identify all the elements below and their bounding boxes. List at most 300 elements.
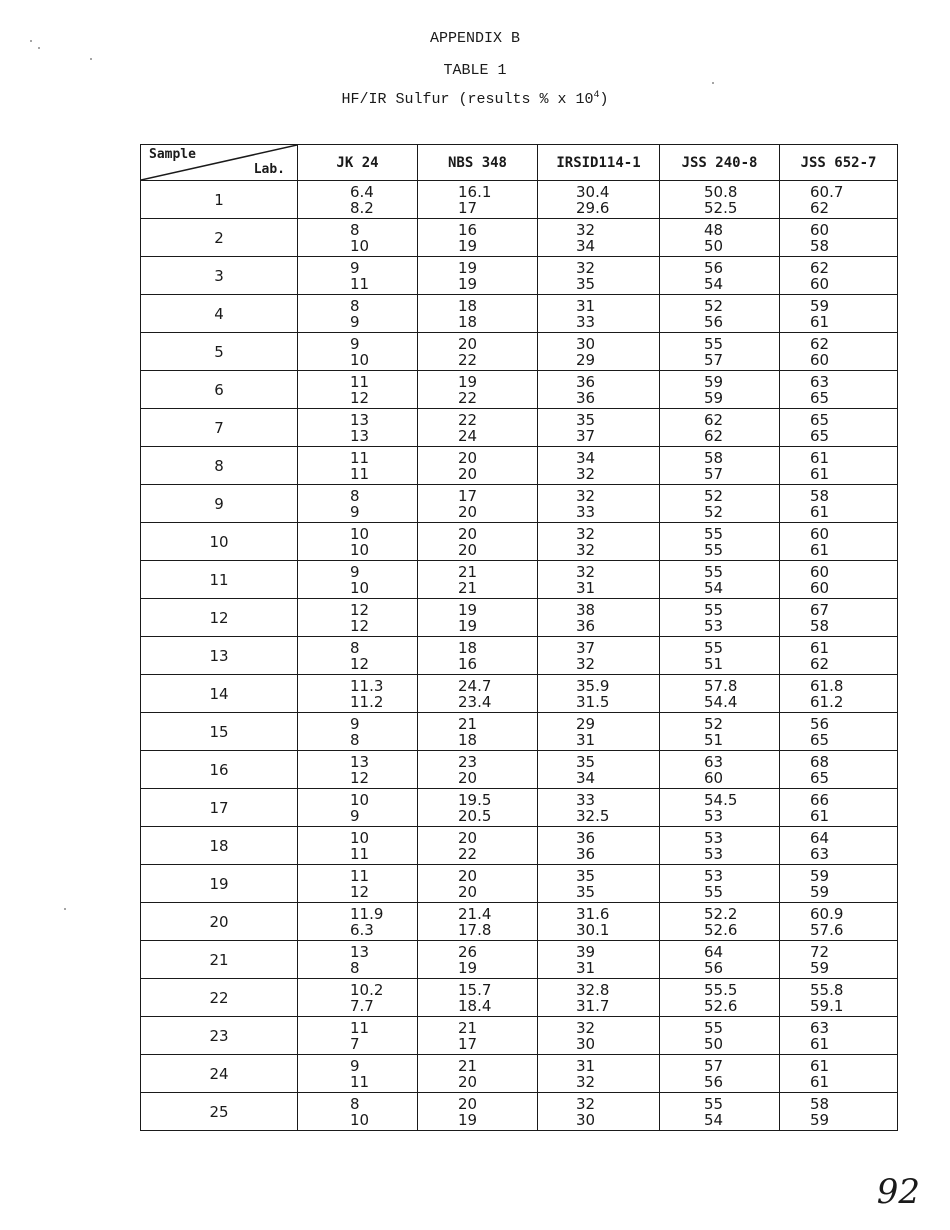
- result-value-first: 35.9: [576, 676, 610, 695]
- sample-number: 20: [141, 903, 298, 941]
- column-header-5: JSS 652-7: [780, 145, 898, 181]
- result-value-first: 36: [576, 828, 596, 847]
- result-value-second: 30: [576, 1034, 596, 1053]
- sample-number: 8: [141, 447, 298, 485]
- result-value-second: 65: [810, 426, 830, 445]
- result-cell: [418, 941, 538, 979]
- result-value-first: 30: [576, 334, 596, 353]
- scan-speck: [38, 47, 40, 49]
- sample-number: 9: [141, 485, 298, 523]
- page-number: 92: [876, 1172, 920, 1212]
- result-value-first: 21: [458, 1018, 478, 1037]
- result-value-first: 15.7: [458, 980, 492, 999]
- result-value-first: 6.4: [350, 182, 374, 201]
- sample-number: 13: [141, 637, 298, 675]
- result-value-first: 22: [458, 410, 478, 429]
- result-value-first: 72: [810, 942, 830, 961]
- result-value-second: 59: [810, 882, 830, 901]
- result-cell: [538, 941, 660, 979]
- result-value-second: 32: [576, 1072, 596, 1091]
- result-value-first: 63: [704, 752, 724, 771]
- result-value-first: 10: [350, 790, 370, 809]
- result-cell: [538, 219, 660, 257]
- result-value-second: 9: [350, 806, 360, 825]
- result-value-first: 60: [810, 524, 830, 543]
- result-cell: [780, 599, 898, 637]
- result-cell: [538, 1017, 660, 1055]
- result-value-first: 59: [704, 372, 724, 391]
- result-value-first: 55.8: [810, 980, 844, 999]
- result-value-first: 35: [576, 410, 596, 429]
- result-value-first: 57: [704, 1056, 724, 1075]
- result-value-first: 63: [810, 372, 830, 391]
- result-value-first: 55: [704, 600, 724, 619]
- result-value-second: 53: [704, 616, 724, 635]
- result-value-first: 55: [704, 638, 724, 657]
- result-cell: [538, 751, 660, 789]
- result-cell: [780, 675, 898, 713]
- result-value-first: 8: [350, 486, 360, 505]
- result-cell: [780, 257, 898, 295]
- table-row: [141, 561, 898, 599]
- table-row: [141, 675, 898, 713]
- result-value-first: 18: [458, 638, 478, 657]
- result-value-first: 11: [350, 1018, 370, 1037]
- column-header-3: IRSID114-1: [538, 145, 660, 181]
- result-value-first: 20: [458, 448, 478, 467]
- result-value-second: 65: [810, 768, 830, 787]
- corner-header-cell: [141, 145, 298, 181]
- scan-speck: [64, 908, 66, 910]
- result-value-first: 64: [810, 828, 830, 847]
- corner-label-lab: Lab.: [253, 162, 285, 177]
- result-cell: [418, 637, 538, 675]
- result-value-first: 54.5: [704, 790, 738, 809]
- result-value-second: 17: [458, 1034, 478, 1053]
- result-cell: [418, 257, 538, 295]
- table-row: [141, 333, 898, 371]
- result-value-first: 61.8: [810, 676, 844, 695]
- result-value-second: 60: [810, 274, 830, 293]
- result-cell: [298, 295, 418, 333]
- result-value-second: 10: [350, 578, 370, 597]
- result-value-second: 19: [458, 616, 478, 635]
- result-value-second: 52.6: [704, 996, 738, 1015]
- result-cell: [418, 599, 538, 637]
- result-value-first: 38: [576, 600, 596, 619]
- result-value-first: 32: [576, 220, 596, 239]
- result-cell: [780, 409, 898, 447]
- result-value-second: 11.2: [350, 692, 384, 711]
- result-value-second: 51: [704, 730, 724, 749]
- result-value-second: 8: [350, 730, 360, 749]
- result-cell: [660, 219, 780, 257]
- result-value-first: 8: [350, 296, 360, 315]
- column-header-4: JSS 240-8: [660, 145, 780, 181]
- result-cell: [660, 713, 780, 751]
- result-value-first: 10: [350, 524, 370, 543]
- result-value-second: 8: [350, 958, 360, 977]
- result-cell: [780, 561, 898, 599]
- result-value-second: 18: [458, 312, 478, 331]
- result-value-first: 12: [350, 600, 370, 619]
- result-value-second: 11: [350, 844, 370, 863]
- result-value-first: 30.4: [576, 182, 610, 201]
- result-value-second: 29.6: [576, 198, 610, 217]
- result-cell: [418, 903, 538, 941]
- result-value-second: 59: [810, 1110, 830, 1129]
- result-cell: [298, 979, 418, 1017]
- result-value-second: 53: [704, 844, 724, 863]
- result-cell: [660, 447, 780, 485]
- result-value-second: 20: [458, 464, 478, 483]
- result-cell: [298, 219, 418, 257]
- result-value-second: 59: [704, 388, 724, 407]
- result-value-second: 12: [350, 768, 370, 787]
- table-row: [141, 181, 898, 219]
- result-value-first: 58: [810, 486, 830, 505]
- result-value-second: 32.5: [576, 806, 610, 825]
- result-value-second: 65: [810, 730, 830, 749]
- result-value-second: 36: [576, 388, 596, 407]
- result-cell: [298, 1055, 418, 1093]
- table-row: [141, 941, 898, 979]
- result-value-second: 65: [810, 388, 830, 407]
- result-cell: [538, 561, 660, 599]
- sample-number: 1: [141, 181, 298, 219]
- result-cell: [660, 561, 780, 599]
- result-value-first: 60.9: [810, 904, 844, 923]
- result-value-second: 58: [810, 236, 830, 255]
- result-value-second: 57: [704, 464, 724, 483]
- result-value-second: 52.6: [704, 920, 738, 939]
- result-value-second: 61.2: [810, 692, 844, 711]
- result-cell: [418, 751, 538, 789]
- table-row: [141, 447, 898, 485]
- result-value-second: 60: [810, 578, 830, 597]
- result-value-second: 23.4: [458, 692, 492, 711]
- result-value-second: 10: [350, 236, 370, 255]
- result-value-first: 9: [350, 258, 360, 277]
- result-value-second: 60: [704, 768, 724, 787]
- result-cell: [660, 979, 780, 1017]
- result-value-first: 60: [810, 220, 830, 239]
- result-cell: [660, 1055, 780, 1093]
- sample-number: 10: [141, 523, 298, 561]
- result-value-first: 19.5: [458, 790, 492, 809]
- result-value-first: 60.7: [810, 182, 844, 201]
- result-value-first: 11: [350, 866, 370, 885]
- table-row: [141, 827, 898, 865]
- result-value-second: 61: [810, 806, 830, 825]
- result-value-second: 63: [810, 844, 830, 863]
- result-value-first: 19: [458, 600, 478, 619]
- result-cell: [538, 295, 660, 333]
- result-value-second: 57.6: [810, 920, 844, 939]
- result-value-first: 21: [458, 714, 478, 733]
- result-cell: [780, 941, 898, 979]
- result-cell: [780, 447, 898, 485]
- result-value-second: 61: [810, 1072, 830, 1091]
- result-value-second: 32: [576, 654, 596, 673]
- sample-number: 3: [141, 257, 298, 295]
- result-value-first: 9: [350, 562, 360, 581]
- result-value-second: 6.3: [350, 920, 374, 939]
- result-value-second: 50: [704, 236, 724, 255]
- result-value-second: 19: [458, 1110, 478, 1129]
- result-value-second: 18: [458, 730, 478, 749]
- table-row: [141, 865, 898, 903]
- result-cell: [418, 371, 538, 409]
- result-value-first: 56: [704, 258, 724, 277]
- caption-exponent: 4: [593, 90, 600, 101]
- result-value-first: 19: [458, 258, 478, 277]
- result-cell: [780, 485, 898, 523]
- result-cell: [418, 713, 538, 751]
- result-value-first: 39: [576, 942, 596, 961]
- result-value-second: 12: [350, 654, 370, 673]
- result-value-second: 54: [704, 1110, 724, 1129]
- result-value-first: 31.6: [576, 904, 610, 923]
- result-cell: [418, 333, 538, 371]
- result-value-first: 8: [350, 638, 360, 657]
- result-cell: [298, 181, 418, 219]
- sample-number: 21: [141, 941, 298, 979]
- result-cell: [298, 333, 418, 371]
- result-cell: [780, 371, 898, 409]
- result-cell: [298, 561, 418, 599]
- sample-number: 23: [141, 1017, 298, 1055]
- result-cell: [780, 1055, 898, 1093]
- result-cell: [538, 409, 660, 447]
- result-value-first: 23: [458, 752, 478, 771]
- result-value-second: 11: [350, 274, 370, 293]
- result-value-second: 12: [350, 616, 370, 635]
- result-value-second: 30: [576, 1110, 596, 1129]
- result-value-second: 35: [576, 882, 596, 901]
- result-value-first: 61: [810, 448, 830, 467]
- table-row: [141, 485, 898, 523]
- result-value-second: 56: [704, 312, 724, 331]
- result-value-first: 32: [576, 524, 596, 543]
- result-value-first: 37: [576, 638, 596, 657]
- result-value-first: 21: [458, 1056, 478, 1075]
- result-cell: [660, 1093, 780, 1131]
- result-cell: [538, 675, 660, 713]
- result-cell: [660, 941, 780, 979]
- caption-text: HF/IR Sulfur (results % x 10: [341, 91, 594, 108]
- result-cell: [418, 1017, 538, 1055]
- result-cell: [298, 371, 418, 409]
- header-row: [141, 145, 898, 181]
- result-value-first: 8: [350, 220, 360, 239]
- result-value-second: 19: [458, 236, 478, 255]
- result-cell: [418, 523, 538, 561]
- result-value-first: 9: [350, 1056, 360, 1075]
- result-value-first: 9: [350, 714, 360, 733]
- result-value-first: 59: [810, 296, 830, 315]
- result-value-first: 34: [576, 448, 596, 467]
- result-value-first: 52: [704, 296, 724, 315]
- result-cell: [298, 865, 418, 903]
- result-value-first: 62: [704, 410, 724, 429]
- result-value-second: 12: [350, 882, 370, 901]
- sample-number: 15: [141, 713, 298, 751]
- result-cell: [660, 257, 780, 295]
- result-cell: [418, 675, 538, 713]
- result-cell: [660, 295, 780, 333]
- result-value-first: 11.9: [350, 904, 384, 923]
- result-value-first: 53: [704, 828, 724, 847]
- result-value-first: 61: [810, 638, 830, 657]
- result-value-second: 13: [350, 426, 370, 445]
- result-cell: [538, 637, 660, 675]
- result-cell: [538, 1093, 660, 1131]
- result-value-second: 52: [704, 502, 724, 521]
- table-row: [141, 1055, 898, 1093]
- result-cell: [660, 599, 780, 637]
- result-value-first: 20: [458, 866, 478, 885]
- result-value-second: 7: [350, 1034, 360, 1053]
- table-row: [141, 1093, 898, 1131]
- result-value-second: 33: [576, 502, 596, 521]
- result-value-first: 18: [458, 296, 478, 315]
- sample-number: 22: [141, 979, 298, 1017]
- sample-number: 7: [141, 409, 298, 447]
- result-cell: [298, 637, 418, 675]
- result-value-first: 11.3: [350, 676, 384, 695]
- result-value-first: 19: [458, 372, 478, 391]
- sample-number: 25: [141, 1093, 298, 1131]
- result-value-second: 50: [704, 1034, 724, 1053]
- result-value-first: 61: [810, 1056, 830, 1075]
- result-value-second: 12: [350, 388, 370, 407]
- sample-number: 4: [141, 295, 298, 333]
- result-cell: [538, 827, 660, 865]
- result-cell: [538, 789, 660, 827]
- result-cell: [660, 903, 780, 941]
- result-cell: [660, 789, 780, 827]
- result-value-second: 57: [704, 350, 724, 369]
- result-cell: [298, 903, 418, 941]
- result-value-first: 32.8: [576, 980, 610, 999]
- result-value-first: 50.8: [704, 182, 738, 201]
- result-cell: [538, 371, 660, 409]
- result-value-second: 19: [458, 274, 478, 293]
- sample-number: 11: [141, 561, 298, 599]
- result-value-second: 16: [458, 654, 478, 673]
- result-cell: [418, 295, 538, 333]
- result-value-first: 65: [810, 410, 830, 429]
- result-value-first: 55.5: [704, 980, 738, 999]
- result-cell: [780, 903, 898, 941]
- result-value-first: 66: [810, 790, 830, 809]
- result-cell: [538, 979, 660, 1017]
- sample-number: 24: [141, 1055, 298, 1093]
- result-cell: [780, 219, 898, 257]
- scan-speck: [30, 40, 32, 42]
- table-row: [141, 713, 898, 751]
- result-value-second: 24: [458, 426, 478, 445]
- result-value-second: 56: [704, 1072, 724, 1091]
- result-cell: [538, 523, 660, 561]
- result-value-first: 53: [704, 866, 724, 885]
- result-value-second: 34: [576, 236, 596, 255]
- result-value-first: 55: [704, 1094, 724, 1113]
- result-value-first: 21: [458, 562, 478, 581]
- table-title: TABLE 1: [443, 62, 507, 79]
- result-value-second: 31.5: [576, 692, 610, 711]
- result-cell: [418, 865, 538, 903]
- table-row: [141, 371, 898, 409]
- result-cell: [660, 181, 780, 219]
- result-cell: [660, 751, 780, 789]
- table-caption: [0, 90, 950, 108]
- result-cell: [780, 295, 898, 333]
- result-value-first: 58: [704, 448, 724, 467]
- result-cell: [538, 713, 660, 751]
- result-cell: [418, 1093, 538, 1131]
- result-value-second: 62: [810, 654, 830, 673]
- result-value-first: 58: [810, 1094, 830, 1113]
- result-value-first: 17: [458, 486, 478, 505]
- result-cell: [538, 181, 660, 219]
- table-row: [141, 789, 898, 827]
- result-value-first: 31: [576, 1056, 596, 1075]
- result-value-second: 29: [576, 350, 596, 369]
- result-cell: [418, 789, 538, 827]
- sample-number: 18: [141, 827, 298, 865]
- result-cell: [418, 181, 538, 219]
- result-value-first: 52: [704, 714, 724, 733]
- result-value-first: 16: [458, 220, 478, 239]
- result-value-first: 64: [704, 942, 724, 961]
- result-cell: [298, 485, 418, 523]
- result-cell: [538, 1055, 660, 1093]
- result-value-first: 48: [704, 220, 724, 239]
- result-value-second: 62: [810, 198, 830, 217]
- result-value-second: 36: [576, 844, 596, 863]
- result-cell: [298, 675, 418, 713]
- result-value-first: 9: [350, 334, 360, 353]
- result-value-second: 33: [576, 312, 596, 331]
- result-cell: [298, 789, 418, 827]
- table-row: [141, 409, 898, 447]
- result-value-first: 68: [810, 752, 830, 771]
- result-value-second: 31: [576, 958, 596, 977]
- result-value-second: 54: [704, 274, 724, 293]
- result-value-second: 11: [350, 1072, 370, 1091]
- result-cell: [660, 371, 780, 409]
- sample-number: 6: [141, 371, 298, 409]
- result-value-first: 57.8: [704, 676, 738, 695]
- result-value-second: 34: [576, 768, 596, 787]
- result-cell: [660, 675, 780, 713]
- result-value-first: 20: [458, 524, 478, 543]
- result-value-second: 54: [704, 578, 724, 597]
- result-value-first: 13: [350, 942, 370, 961]
- result-value-first: 59: [810, 866, 830, 885]
- result-value-first: 10: [350, 828, 370, 847]
- result-value-second: 56: [704, 958, 724, 977]
- result-cell: [660, 827, 780, 865]
- result-value-first: 62: [810, 334, 830, 353]
- sample-number: 16: [141, 751, 298, 789]
- result-value-first: 33: [576, 790, 596, 809]
- result-value-second: 36: [576, 616, 596, 635]
- table-row: [141, 637, 898, 675]
- result-cell: [780, 1093, 898, 1131]
